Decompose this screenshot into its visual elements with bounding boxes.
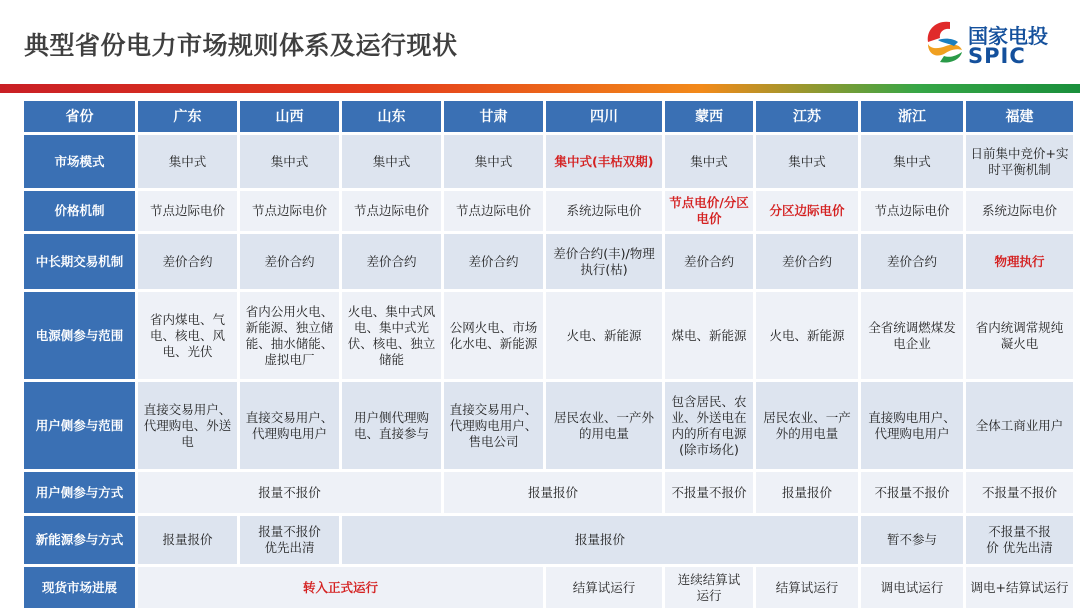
page-title: 典型省份电力市场规则体系及运行现状 [24,31,458,60]
table-cell: 节点边际电价 [444,191,543,231]
table-cell: 火电、新能源 [756,292,858,379]
table-cell: 直接交易用户、代理购电、外送电 [138,382,237,469]
table-cell: 差价合约 [444,234,543,289]
table-cell: 差价合约 [240,234,339,289]
table-cell: 省内统调常规纯凝火电 [966,292,1073,379]
table-cell: 调电试运行 [861,567,963,608]
header-province: 福建 [966,101,1073,132]
header-province: 山东 [342,101,441,132]
table-cell: 用户侧代理购电、直接参与 [342,382,441,469]
table-cell: 结算试运行 [756,567,858,608]
table-cell: 煤电、新能源 [665,292,753,379]
table-cell: 居民农业、一产外的用电量 [756,382,858,469]
row-header: 中长期交易机制 [24,234,135,289]
row-header: 用户侧参与范围 [24,382,135,469]
decorative-gradient-band [0,84,1080,93]
table-cell-highlight: 物理执行 [966,234,1073,289]
table-cell-highlight: 集中式(丰枯双期) [546,135,662,188]
table-cell: 集中式 [138,135,237,188]
table-cell: 差价合约 [861,234,963,289]
table-cell: 直接交易用户、代理购电用户 [240,382,339,469]
table-cell: 省内公用火电、新能源、独立储能、抽水储能、虚拟电厂 [240,292,339,379]
table-cell: 差价合约 [756,234,858,289]
table-cell: 差价合约(丰)/物理执行(枯) [546,234,662,289]
table-cell: 节点边际电价 [342,191,441,231]
company-logo [924,18,1064,70]
table-cell: 集中式 [240,135,339,188]
row-header: 新能源参与方式 [24,516,135,564]
table-cell: 节点边际电价 [138,191,237,231]
table-cell: 差价合约 [138,234,237,289]
table-cell: 调电+结算试运行 [966,567,1073,608]
table-cell: 报量不报价 优先出清 [240,516,339,564]
table-cell: 包含居民、农业、外送电在内的所有电源(除市场化) [665,382,753,469]
row-header: 用户侧参与方式 [24,472,135,513]
table-cell: 不报量不报价 [861,472,963,513]
table-cell: 省内煤电、气电、核电、风电、光伏 [138,292,237,379]
header-province: 山西 [240,101,339,132]
row-header: 现货市场进展 [24,567,135,608]
logo-chinese-text: 国家电投 [968,24,1048,48]
table-cell: 报量报价 [138,516,237,564]
table-cell: 不报量不报价 [665,472,753,513]
spic-swirl-logo-icon [924,18,964,64]
table-cell: 集中式 [665,135,753,188]
table-cell: 系统边际电价 [966,191,1073,231]
table-cell: 集中式 [756,135,858,188]
header-province: 甘肃 [444,101,543,132]
table-cell: 报量报价 [756,472,858,513]
table-cell: 集中式 [444,135,543,188]
market-rules-table [24,101,1069,608]
table-cell: 直接购电用户、代理购电用户 [861,382,963,469]
table-cell: 结算试运行 [546,567,662,608]
table-cell: 全省统调燃煤发电企业 [861,292,963,379]
table-cell-merged: 报量报价 [342,516,858,564]
logo-english-text: SPIC [968,44,1026,68]
header-province: 广东 [138,101,237,132]
row-header: 价格机制 [24,191,135,231]
table-cell-highlight: 节点电价/分区电价 [665,191,753,231]
table-cell: 不报量不报价 [966,472,1073,513]
table-cell: 不报量不报价 优先出清 [966,516,1073,564]
table-cell: 集中式 [861,135,963,188]
header-province: 江苏 [756,101,858,132]
table-cell: 差价合约 [665,234,753,289]
table-cell: 火电、集中式风电、集中式光伏、核电、独立储能 [342,292,441,379]
table-cell: 公网火电、市场化水电、新能源 [444,292,543,379]
table-cell: 系统边际电价 [546,191,662,231]
row-header: 市场模式 [24,135,135,188]
table-cell-merged-highlight: 转入正式运行 [138,567,543,608]
table-cell: 火电、新能源 [546,292,662,379]
table-cell: 全体工商业用户 [966,382,1073,469]
header-province: 四川 [546,101,662,132]
table-cell: 居民农业、一产外的用电量 [546,382,662,469]
header-province: 浙江 [861,101,963,132]
header-province: 蒙西 [665,101,753,132]
table-cell: 日前集中竞价+实时平衡机制 [966,135,1073,188]
table-cell: 差价合约 [342,234,441,289]
table-cell: 集中式 [342,135,441,188]
row-header: 电源侧参与范围 [24,292,135,379]
table-cell-merged: 报量不报价 [138,472,441,513]
header-corner: 省份 [24,101,135,132]
table-cell: 节点边际电价 [240,191,339,231]
table-cell: 直接交易用户、代理购电用户、售电公司 [444,382,543,469]
table-cell: 节点边际电价 [861,191,963,231]
table-cell-highlight: 分区边际电价 [756,191,858,231]
table-cell: 连续结算试运行 [665,567,753,608]
table-cell: 暂不参与 [861,516,963,564]
table-cell-merged: 报量报价 [444,472,662,513]
